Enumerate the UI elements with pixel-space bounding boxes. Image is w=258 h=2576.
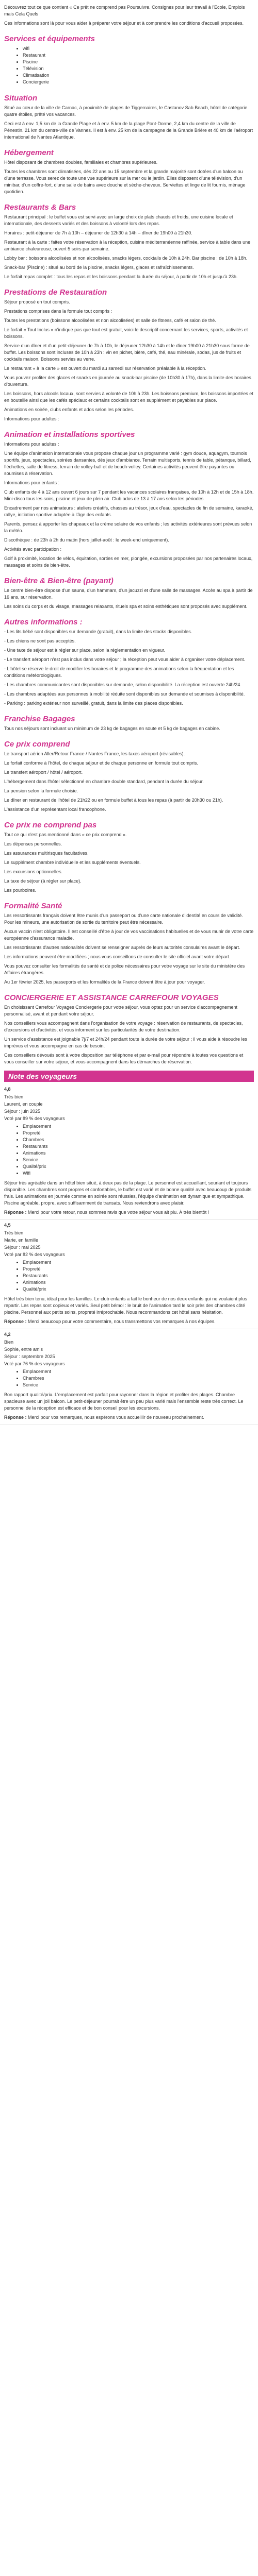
animation-section [0,425,258,569]
paragraph: Le dîner en restaurant de l'hôtel de 21h22 ou en formule buffet à tous les repas (à partir de 20h30 ou 21h). [4,798,223,803]
section-title: Prestations de Restauration [4,288,107,297]
paragraph: Le forfait « Tout Inclus » n'indique pas que tout est gratuit, voici le descriptif concernant les services, sports, activités et boissons. [4,327,248,339]
paragraph: Un service d'assistance est joignable 7j/7 et 24h/24 pendant toute la durée de votre séjour ; il vous aide à résoudre les imprévus et vous accompagne en cas de besoin. [4,1037,248,1048]
paragraph: Ces conseillers dévoués sont à votre disposition par téléphone et par e-mail pour répondre à toutes vos questions et vous conseiller sur votre séjour, et vous accompagnent dans les démarches de réservation. [4,1053,244,1064]
paragraph: Au 1er février 2025, les passeports et les formalités de la France doivent être à jour pour voyager. [4,979,205,985]
review-intro: Voté par 76 % des voyageurs [4,1361,65,1366]
paragraph: Informations pour enfants : [4,480,60,485]
list-item: • Propreté [23,1266,254,1273]
review-stay: Très bien [4,1230,24,1235]
review-date: Séjour : juin 2025 [4,1109,41,1114]
paragraph: - Le transfert aéroport n'est pas inclus dans votre séjour ; la réception peut vous aider à organiser votre déplacement. [4,657,245,662]
list-item: • Wifi [23,1170,254,1177]
paragraph: Golf à proximité, location de vélos, équitation, sorties en mer, plongée, excursions proposées par nos partenaires locaux, massages et soins de bien-être. [4,556,253,568]
paragraph: Discothèque : de 23h à 2h du matin (hors juillet-août : le week-end uniquement). [4,537,169,543]
intro-line: Découvrez tout ce que contient « Ce prêt ne comprend pas Poursuivre. Consignes pour leur travail à l'Ecole, Emplois mais Cela Quels [4,5,245,16]
compris-section [0,735,258,813]
paragraph: Restaurant principal : le buffet vous est servi avec un large choix de plats chauds et froids, une cuisine locale et internationale, des desserts variés et des boissons à volonté lors des repas. [4,214,233,226]
paragraph: Restaurant à la carte : faites votre réservation à la réception, cuisine méditerranéenne raffinée, service à table dans une ambiance chaleureuse, ouvert 5 soirs par semaine. [4,240,251,251]
section-title: Services et équipements [4,35,95,43]
review-author: Laurent, en couple [4,1101,43,1107]
paragraph: Snack-bar (Piscine) : situé au bord de la piscine, snacks légers, glaces et rafraîchissements. [4,265,194,270]
paragraph: L'assistance d'un représentant local francophone. [4,807,106,812]
section-title: Ce prix ne comprend pas [4,821,97,829]
list-item: • Animations [23,1150,254,1157]
paragraph: Les excursions optionnelles. [4,869,63,874]
list-item: • Restaurant [23,52,254,59]
paragraph: Lobby bar : boissons alcoolisées et non alcoolisées, snacks légers, cocktails de 10h à 24h. Bar piscine : de 10h à 18h. [4,256,248,261]
review-criteria [4,1368,254,1388]
intro-line: Ces informations sont là pour vous aider à préparer votre séjour et à comprendre les conditions d'accueil proposées. [4,21,244,26]
paragraph: - Les chambres communicantes sont disponibles sur demande, selon disponibilité. La réception est ouverte 24h/24. [4,682,241,687]
paragraph: - Parking : parking extérieur non surveillé, gratuit, dans la limite des places disponibles. [4,701,183,706]
paragraph: Informations pour adultes : [4,442,59,447]
list-item: • Piscine [23,59,254,65]
review-card [0,1220,258,1329]
paragraph: Vous pouvez profiter des glaces et snacks en journée au snack-bar piscine (de 10h30 à 17h), dans la limite des horaires d'ouverture. [4,375,251,387]
review-comment: Hôtel très bien tenu, idéal pour les familles. Le club enfants a fait le bonheur de nos deux enfants qui ne voulaient plus repartir. Les repas sont copieux et variés. Seul petit bémol : le bruit de l'animation tard le soir près des chambres côté piscine. Personnel aux petits soins, propreté irréprochable. Nous recommandons cet hôtel sans hésitation. [4,1296,247,1315]
review-date: Séjour : septembre 2025 [4,1354,55,1359]
section-title: Ce prix comprend [4,740,70,749]
paragraph: Les ressortissants d'autres nationalités doivent se renseigner auprès de leurs autorités consulaires avant le départ. [4,945,240,950]
paragraph: - L'hôtel se réserve le droit de modifier les horaires et le programme des animations selon la fréquentation et les conditions météorologiques. [4,666,234,678]
paragraph: Les ressortissants français doivent être munis d'un passeport ou d'une carte nationale d'identité en cours de validité. Pour les mineurs, une autorisation de sortie du territoire peut être nécessaire. [4,913,243,925]
restauration-section [0,283,258,422]
paragraph: Le restaurant « à la carte » est ouvert du mardi au samedi sur réservation préalable à la réception. [4,366,206,371]
list-item: • Climatisation [23,72,254,79]
paragraph: Le centre bien-être dispose d'un sauna, d'un hammam, d'un jacuzzi et d'une salle de massages. Accès au spa à partir de 16 ans, sur réservation. [4,588,253,600]
review-criteria [4,1123,254,1177]
list-item: • Service [23,1157,254,1163]
conciergerie-section [0,988,258,1065]
list-item: • Télévision [23,65,254,72]
services-section [0,29,258,86]
paragraph: Une équipe d'animation internationale vous propose chaque jour un programme varié : gym douce, aquagym, tournois sportifs, jeux, spectacles, soirées dansantes, dès jeux d'ambiance. Terrain multisports, tennis de table, pétanque, billard, fléchettes, salle de fitness, terrain de volley-ball et de beach-volley. Certaines activités peuvent être payantes ou soumises à réservation. [4,451,251,476]
paragraph: Ceci est à env. 1,5 km de la Grande Plage et à env. 5 km de la plage Pont-Dorme, 2,4 km du centre de la ville de Pénestin. 21 km du centre-ville de Vannes. Il est à env. 25 km de la campagne de la Grande Brière et 40 km de l'aéroport international de Nantes Atlantique. [4,121,253,140]
paragraph: Le transport aérien Aller/Retour France / Nantes France, les taxes aéroport (révisables). [4,751,185,756]
paragraph: Activités avec participation : [4,547,62,552]
review-stay: Très bien [4,1094,24,1099]
review-reply: Merci pour votre retour, nous sommes ravis que votre séjour vous ait plu. À très bientôt ! [28,1210,209,1215]
review-author: Sophie, entre amis [4,1347,43,1352]
review-card [0,1084,258,1220]
list-item: • Chambres [23,1375,254,1382]
list-item: • Animations [23,1279,254,1286]
list-item: • Chambres [23,1137,254,1143]
section-title: Bien-être & Bien-être (payant) [4,577,114,585]
hebergement-section [0,143,258,195]
section-title: Situation [4,94,38,103]
review-card [0,1329,258,1425]
paragraph: Informations pour adultes : [4,416,59,421]
paragraph: La pension selon la formule choisie. [4,788,78,793]
review-comment: Bon rapport qualité/prix. L'emplacement est parfait pour rayonner dans la région et profiter des plages. Chambre spacieuse avec un joli balcon. Le petit-déjeuner pourrait être un peu plus varié mais l'ensemble reste très correct. Le personnel de la réception est efficace et de bon conseil pour les excursions. [4,1392,244,1411]
section-title: Restaurants & Bars [4,203,76,212]
review-criteria [4,1259,254,1293]
paragraph: Prestations comprises dans la formule tout compris : [4,309,112,314]
paragraph: Vous pouvez consulter les formalités de santé et de police nécessaires pour votre voyage sur le site du ministère des Affaires étrangères. [4,963,245,975]
bienetre-section [0,571,258,610]
paragraph: - Les chiens ne sont pas acceptés. [4,638,76,643]
reviews-heading: Note des voyageurs [4,1071,254,1082]
review-reply-label: Réponse : [4,1319,27,1324]
paragraph: Séjour proposé en tout compris. [4,299,70,304]
noncompris-section [0,816,258,894]
paragraph: Les assurances multirisques facultatives. [4,851,89,856]
autres-section [0,613,258,707]
paragraph: - Les chambres adaptées aux personnes à mobilité réduite sont disponibles sur demande et soumises à disponibilité. [4,691,245,697]
review-reply-label: Réponse : [4,1210,27,1215]
review-score: 4,2 [4,1332,11,1337]
review-reply: Merci pour vos remarques, nous espérons vous accueillir de nouveau prochainement. [28,1415,204,1420]
paragraph: Les boissons, hors alcools locaux, sont servies à volonté de 10h à 23h. Les boissons premium, les boissons importées et en bouteille ainsi que les cafés spéciaux et certains cocktails sont en supplément et payables sur place. [4,391,253,403]
list-item: • Restaurants [23,1273,254,1279]
list-item: • Emplacement [23,1123,254,1130]
paragraph: Le forfait conforme à l'hôtel, de chaque séjour et de chaque personne en formule tout compris. [4,760,198,766]
paragraph: L'hébergement dans l'hôtel sélectionné en chambre double standard, pendant la durée du séjour. [4,779,204,784]
list-item: • Propreté [23,1130,254,1137]
paragraph: Aucun vaccin n'est obligatoire. Il est conseillé d'être à jour de vos vaccinations habituelles et de vous munir de votre carte européenne d'assurance maladie. [4,929,254,941]
paragraph: Les pourboires. [4,888,37,893]
section-title: Franchise Bagages [4,715,75,723]
paragraph: Animations en soirée, clubs enfants et ados selon les périodes. [4,407,134,412]
paragraph: Service d'un dîner et d'un petit-déjeuner de 7h à 10h, le déjeuner 12h30 à 14h et le dîner 19h00 à 21h30 sous forme de buffet. Les boissons sont incluses de 10h à 23h : vin en pichet, bière, café, thé, eau minérale, sodas, jus de fruits et cocktails maison. Boissons servies au verre. [4,343,250,362]
review-author: Marie, en famille [4,1238,39,1243]
section-title: Autres informations : [4,618,83,626]
situation-section [0,89,258,141]
paragraph: En choisissant Carrefour Voyages Conciergerie pour votre séjour, vous optez pour un service d'accompagnement personnalisé, avant et pendant votre séjour. [4,1005,237,1016]
services-list [4,45,254,86]
list-item: • Restaurants [23,1143,254,1150]
section-title: Hébergement [4,148,54,157]
review-reply-label: Réponse : [4,1415,27,1420]
paragraph: Horaires : petit-déjeuner de 7h à 10h – déjeuner de 12h30 à 14h – dîner de 19h00 à 21h30. [4,230,192,235]
paragraph: Nos conseillers vous accompagnent dans l'organisation de votre voyage : réservation de restaurants, de spectacles, d'excursions et d'activités, et vous informent sur les particularités de votre destination. [4,1021,243,1032]
intro-section [0,0,258,27]
paragraph: Tout ce qui n'est pas mentionné dans « ce prix comprend ». [4,832,127,837]
paragraph: Le transfert aéroport / hôtel / aéroport. [4,770,83,775]
paragraph: Le supplément chambre individuelle et les suppléments éventuels. [4,860,141,865]
paragraph: Les soins du corps et du visage, massages relaxants, rituels spa et soins esthétiques sont proposés avec supplément. [4,604,248,609]
paragraph: Les informations peuvent être modifiées ; nous vous conseillons de consulter le site officiel avant votre départ. [4,954,231,959]
section-title: CONCIERGERIE ET ASSISTANCE CARREFOUR VOYAGES [4,993,219,1002]
formalite-section [0,896,258,986]
list-item: • Emplacement [23,1368,254,1375]
review-intro: Voté par 82 % des voyageurs [4,1252,65,1257]
franchise-section [0,709,258,732]
list-item: • Conciergerie [23,79,254,86]
section-title: Formalité Santé [4,902,62,910]
review-date: Séjour : mai 2025 [4,1245,41,1250]
paragraph: - Une taxe de séjour est à régler sur place, selon la réglementation en vigueur. [4,648,166,653]
paragraph: Toutes les prestations (boissons alcoolisées et non alcoolisées) et salle de fitness, café et salon de thé. [4,318,216,323]
list-item: • Emplacement [23,1259,254,1266]
list-item: • Service [23,1382,254,1388]
review-intro: Voté par 89 % des voyageurs [4,1116,65,1121]
paragraph: Le forfait repas complet : tous les repas et les boissons pendant la durée du séjour, à partir de 10h et jusqu'à 23h. [4,274,238,279]
review-comment: Séjour très agréable dans un hôtel bien situé, à deux pas de la plage. Le personnel est accueillant, souriant et toujours disponible. Les chambres sont propres et confortables, le buffet est varié et de bonne qualité avec beaucoup de produits frais. Les animations en journée comme en soirée sont réussies, l'équipe d'animation est dynamique et sympathique. Piscine agréable, propre, avec suffisamment de transats. Nous reviendrons avec plaisir. [4,1180,252,1206]
list-item: • wifi [23,45,254,52]
paragraph: Parents, pensez à apporter les chapeaux et la crème solaire de vos enfants ; les activités extérieures sont prévues selon la météo. [4,521,252,533]
paragraph: - Les lits bébé sont disponibles sur demande (gratuit), dans la limite des stocks disponibles. [4,629,192,634]
paragraph: La taxe de séjour (à régler sur place). [4,878,82,884]
review-reply: Merci beaucoup pour votre commentaire, nous transmettons vos remarques à nos équipes. [28,1319,216,1324]
section-title: Animation et installations sportives [4,430,135,439]
paragraph: Tous nos séjours sont incluant un minimum de 23 kg de bagages en soute et 5 kg de bagages en cabine. [4,726,220,731]
paragraph: Hôtel disposant de chambres doubles, familiales et chambres supérieures. [4,160,158,165]
review-score: 4,5 [4,1223,11,1228]
review-score: 4,8 [4,1087,11,1092]
review-stay: Bien [4,1340,14,1345]
paragraph: Club enfants de 4 à 12 ans ouvert 6 jours sur 7 pendant les vacances scolaires françaises, de 10h à 12h et de 15h à 18h. Mini-disco tous les soirs, piscine et jeux de plein air. Club ados de 13 à 17 ans selon les périodes. [4,489,254,501]
paragraph: Les dépenses personnelles. [4,841,62,846]
list-item: • Qualité/prix [23,1163,254,1170]
paragraph: Encadrement par nos animateurs : ateliers créatifs, chasses au trésor, jeux d'eau, spectacles de fin de semaine, karaoké, rallye, initiation sportive adaptée à l'âge des enfants. [4,505,253,517]
paragraph: Situé au cœur de la ville de Carnac, à proximité de plages de Tiggernaires, le Castanov Sab Beach, hôtel de catégorie quatre étoiles, prêté vos vacances. [4,105,248,117]
restaurants-section [0,198,258,280]
paragraph: Toutes les chambres sont climatisées, dès 22 ans ou 15 septembre et la grande majorité sont dotées d'un balcon ou d'une terrasse. Vous serez de toute une vue supérieure sur la mer ou le jardin. Elles disposent d'une télévision, d'un minibar, d'un coffre-fort, d'une salle de bains avec douche et sèche-cheveux. Serviettes et linge de lit fournis, ménage quotidien. [4,169,246,194]
list-item: • Qualité/prix [23,1286,254,1293]
